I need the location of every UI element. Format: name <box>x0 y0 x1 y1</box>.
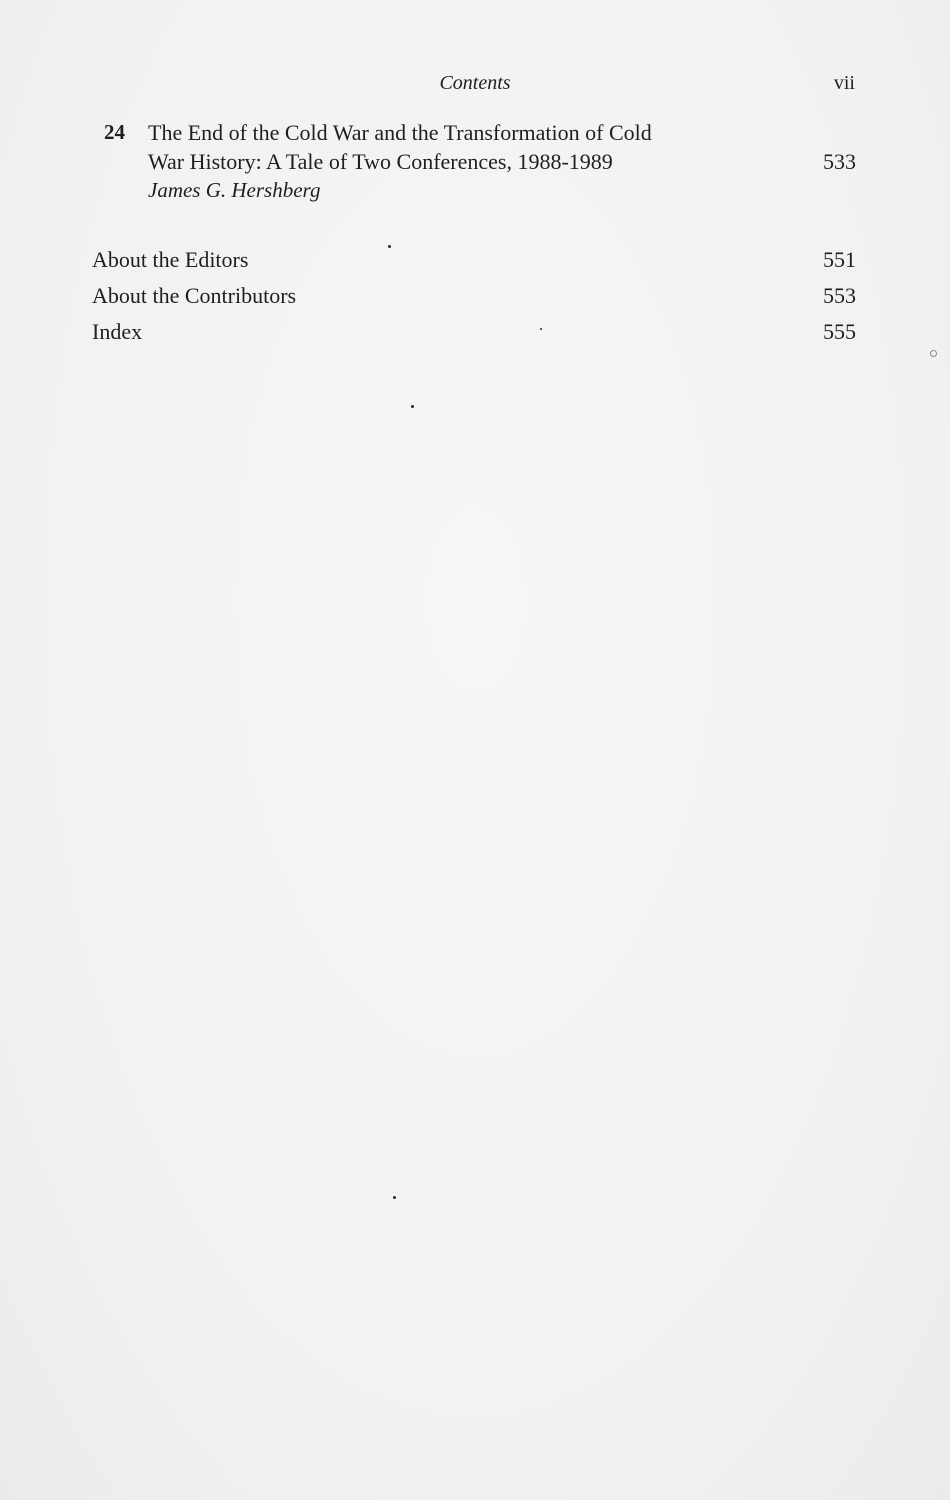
toc-entry-index <box>92 314 856 350</box>
toc-entry-label: About the Editors <box>92 247 249 272</box>
chapter-author: James G. Hershberg <box>148 178 321 202</box>
chapter-title-line-1: The End of the Cold War and the Transformation of Cold <box>148 120 652 145</box>
paper-speck <box>393 1196 396 1199</box>
running-title: Contents <box>439 72 511 94</box>
chapter-page-number: 533 <box>823 149 856 174</box>
toc-entry-page: 553 <box>823 283 856 308</box>
toc-entry-about-editors <box>92 242 856 278</box>
toc-entry-page: 551 <box>823 247 856 272</box>
toc-entry-label: Index <box>92 319 143 344</box>
chapter-title-line-2: War History: A Tale of Two Conferences, 1988-1989 <box>148 149 613 174</box>
paper-speck <box>930 350 937 357</box>
paper-speck <box>388 245 391 248</box>
toc-chapter-entry <box>92 118 856 213</box>
toc-entry-label: About the Contributors <box>92 283 297 308</box>
paper-speck <box>411 405 414 408</box>
chapter-body <box>148 118 788 205</box>
running-head <box>0 72 950 102</box>
toc-entry-about-contributors <box>92 278 856 314</box>
paper-speck <box>540 328 542 330</box>
toc-entry-page: 555 <box>823 319 856 344</box>
chapter-number: 24 <box>104 120 125 144</box>
table-of-contents <box>92 118 856 350</box>
page-folio: vii <box>833 72 855 94</box>
